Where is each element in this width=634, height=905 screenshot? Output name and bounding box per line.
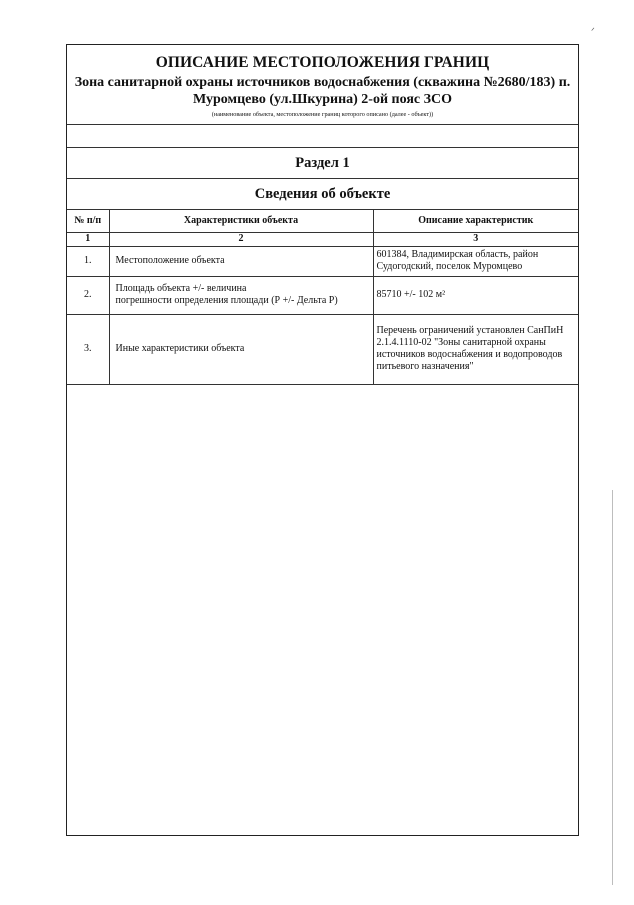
- row-description: Перечень ограничений установлен СанПиН 2.1.4.1110-02 "Зоны санитарной охраны источников водоснабжения и водопроводов питьевого назначения": [373, 314, 578, 384]
- document-header: [67, 45, 578, 125]
- characteristic-line-1: Площадь объекта +/- величина: [115, 283, 247, 294]
- table-header-row: [67, 210, 578, 232]
- scan-mark: ᐟ: [591, 26, 595, 36]
- row-number: 3.: [67, 314, 109, 384]
- row-description: 85710 +/- 102 м²: [373, 276, 578, 314]
- table-row: [67, 314, 578, 384]
- subtitle-line-1: Зона санитарной охраны источников водоснабжения (скважина №2680/183) п.: [74, 75, 571, 90]
- characteristic-line-2: погрешности определения площади (Р +/- Дельта Р): [115, 295, 338, 306]
- row-description: 601384, Владимирская область, район Судогодский, поселок Муромцево: [373, 246, 578, 276]
- document-title: ОПИСАНИЕ МЕСТОПОЛОЖЕНИЯ ГРАНИЦ: [155, 54, 490, 71]
- row-number: 2.: [67, 276, 109, 314]
- row-characteristic: [109, 276, 373, 314]
- index-col-2: 2: [109, 232, 373, 246]
- section-title: Раздел 1: [67, 148, 578, 179]
- index-col-3: 3: [373, 232, 578, 246]
- table-row: [67, 246, 578, 276]
- row-number: 1.: [67, 246, 109, 276]
- header-number: № п/п: [67, 210, 109, 232]
- table-row: [67, 276, 578, 314]
- document-subtitle: [67, 74, 578, 108]
- scan-edge-line: [612, 490, 613, 885]
- document-frame: [66, 44, 579, 836]
- row-characteristic: Иные характеристики объекта: [109, 314, 373, 384]
- section-heading: Сведения об объекте: [67, 179, 578, 210]
- subtitle-line-2: Муромцево (ул.Шкурина) 2-ой пояс ЗСО: [192, 92, 453, 107]
- header-description: Описание характеристик: [373, 210, 578, 232]
- table-index-row: [67, 232, 578, 246]
- blank-row: [67, 124, 578, 148]
- object-info-table: [67, 210, 578, 385]
- header-characteristic: Характеристики объекта: [109, 210, 373, 232]
- index-col-1: 1: [67, 232, 109, 246]
- object-caption: (наименование объекта, местоположение границ которого описано (далее - объект)): [211, 111, 434, 118]
- row-characteristic: Местоположение объекта: [109, 246, 373, 276]
